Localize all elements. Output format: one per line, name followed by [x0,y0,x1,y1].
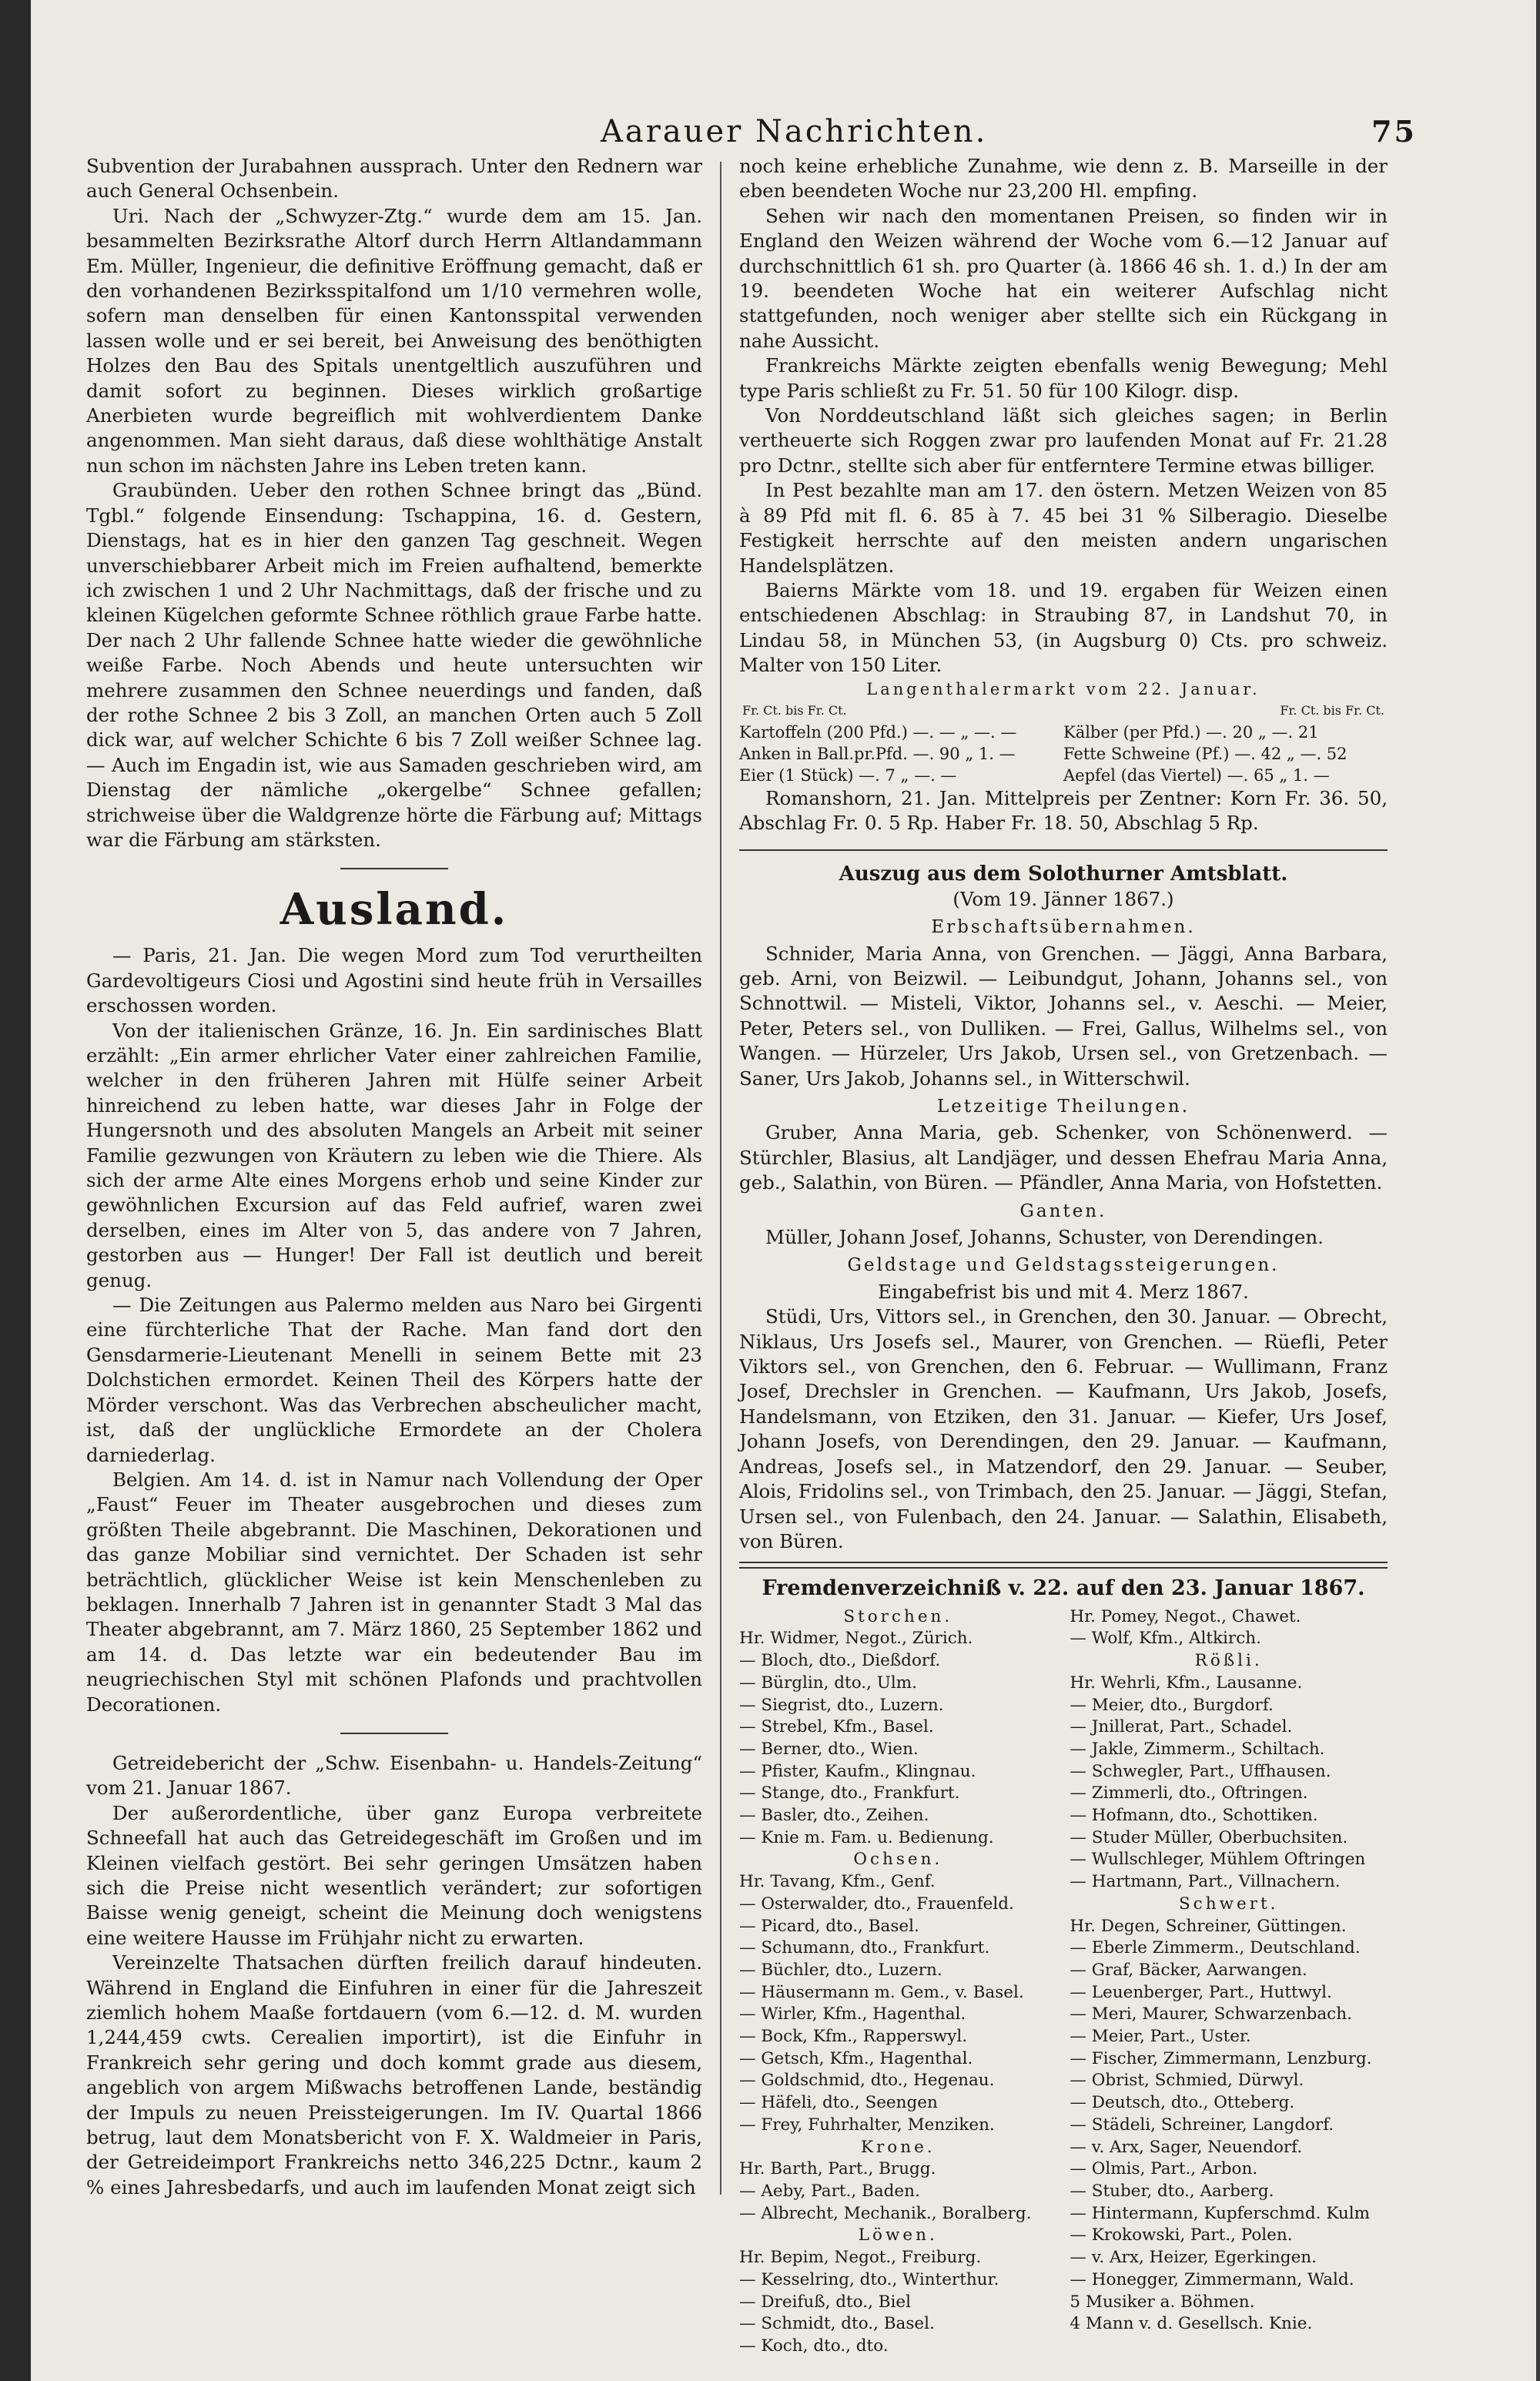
guest-entry: — Eberle Zimmerm., Deutschland. [1070,1938,1361,1958]
guest-entry: — Städeli, Schreiner, Langdorf. [1070,2115,1334,2135]
guest-entry: — Picard, dto., Basel. [739,1916,919,1936]
guest-entry: — Schumann, dto., Frankfurt. [739,1938,990,1958]
geldstage-deadline: Eingabefrist bis und mit 4. Merz 1867. [878,1280,1249,1303]
guest-entry: — Wolf, Kfm., Altkirch. [1070,1629,1261,1649]
market-title: Langenthalermarkt vom 22. Januar. [866,679,1260,698]
market-cell: Eier (1 Stück) —. 7 „ —. — [739,765,957,785]
guest-entry: — Frey, Fuhrhalter, Menziken. [739,2115,995,2135]
guest-list [739,1606,1388,2358]
market-cell: Fette Schweine (Pf.) —. 42 „ —. 52 [1063,744,1348,763]
guest-entry: — Zimmerli, dto., Oftringen. [1070,1783,1308,1803]
guest-entry: Hr. Tavang, Kfm., Genf. [739,1872,936,1892]
market-cell: Kartoffeln (200 Pfd.) —. — „ —. — [739,722,1017,742]
romanshorn-report: Romanshorn, 21. Jan. Mittelpreis per Zentner: Korn Fr. 36. 50, Abschlag Fr. 0. 5 Rp. Haber Fr. 18. 50, Abschlag 5 Rp. [739,786,1388,834]
guest-entry: — Getsch, Kfm., Hagenthal. [739,2048,973,2068]
guest-entry: — Krokowski, Part., Polen. [1070,2225,1293,2245]
market-row [739,743,1388,765]
section-divider [340,1733,448,1734]
letzeitige-heading: Letzeitige Theilungen. [936,1097,1190,1117]
guest-entry: — Meri, Maurer, Schwarzenbach. [1070,2004,1352,2024]
guest-entry: — v. Arx, Sager, Neuendorf. [1070,2137,1303,2157]
getreide-continued: noch keine erhebliche Zunahme, wie denn z. B. Marseille in der eben beendeten Woche nur 23,200 Hl. empfing. [739,155,1388,203]
article-italienische-graenze: Von der italienischen Gränze, 16. Jn. Ein sardinisches Blatt erzählt: „Ein armer ehrlicher Vater einer zahlreichen Familie, welcher in den früheren Jahren mit Hülfe seiner Arbeit hinreichend zu leben hatte, war dieses Jahr in Folge der Hungersnoth und des absoluten Mangels an Arbeit mit seiner Familie gezwungen von Kräutern zu leben wie die Thiere. Als sich der arme Alte eines Morgens erhob und seine Kinder zur gewöhnlichen Excursion auf das Feld aufrief, waren zwei derselben, eines im Alter von 5, das andere von 7 Jahren, gestorben aus — Hunger! Der Fall ist deutlich und bereit genug. [86,1019,702,1291]
guest-entry: — Pfister, Kaufm., Klingnau. [739,1761,976,1781]
guest-entry: — Schwegler, Part., Uffhausen. [1070,1761,1331,1781]
guest-entry: — Honegger, Zimmermann, Wald. [1070,2269,1354,2289]
hotel-heading: Schwert. [1178,1894,1279,1914]
amtsblatt-date: (Vom 19. Jänner 1867.) [952,887,1174,910]
guest-entry: — Obrist, Schmied, Dürwyl. [1070,2071,1304,2091]
guest-entry: 4 Mann v. d. Gesellsch. Knie. [1070,2314,1313,2334]
hotel-heading: Krone. [860,2137,936,2157]
left-column [86,154,702,2200]
market-row [739,765,1388,786]
market-header-right: Fr. Ct. bis Fr. Ct. [1280,702,1384,718]
guest-entry: Hr. Widmer, Negot., Zürich. [739,1629,973,1649]
guest-entry: — Strebel, Kfm., Basel. [739,1717,934,1737]
market-cell: Kälber (per Pfd.) —. 20 „ —. 21 [1063,722,1319,742]
market-row [739,722,1388,743]
guest-list-right [1070,1606,1388,2358]
guest-entry: Hr. Pomey, Negot., Chawet. [1070,1606,1301,1626]
section-divider [739,849,1388,851]
guest-entry: — Kesselring, dto., Winterthur. [739,2269,999,2289]
guest-entry: Hr. Wehrli, Kfm., Lausanne. [1070,1673,1303,1693]
guest-entry: — Wullschleger, Mühlem Oftringen [1070,1850,1366,1870]
guest-entry: — Dreifuß, dto., Biel [739,2292,912,2312]
scan-gutter [0,0,31,2381]
getreidebericht-heading: Getreidebericht der „Schw. Eisenbahn- u. Handels-Zeitung“ vom 21. Januar 1867. [86,1751,702,1800]
guest-entry: Hr. Bepim, Negot., Freiburg. [739,2248,982,2268]
article-palermo: — Die Zeitungen aus Palermo melden aus Naro bei Girgenti eine fürchterliche That der Rache. Man fand dort den Gensdarmerie-Lieutenant Menelli in seinem Bette mit 23 Dolchstichen ermordet. Keinen Theil des Körpers hatte der Mörder verschont. Was das Verbrechen abscheulicher macht, ist, daß der unglückliche Ermordete an der Cholera darniederlag. [86,1294,702,1466]
guest-entry: — Bock, Kfm., Rapperswyl. [739,2027,968,2047]
guest-entry: — Stuber, dto., Aarberg. [1070,2182,1274,2201]
guest-entry: — Studer Müller, Oberbuchsiten. [1070,1827,1348,1847]
getreide-england: Sehen wir nach den momentanen Preisen, so finden wir in England den Weizen während der Woche vom 6.—12 Januar auf durchschnittlich 61 sh. pro Quarter (à. 1866 46 sh. 1. d.) In der am 19. beendeten Woche hat ein weiterer Aufschlag nicht stattgefunden, noch weniger aber stellte sich ein Rückgang in nahe Aussicht. [739,204,1388,352]
article-uri: Uri. Nach der „Schwyzer-Ztg.“ wurde dem am 15. Jan. besammelten Bezirksrathe Altorf durch Herrn Altlandammann Em. Müller, Ingenieur, die definitive Eröffnung gemacht, daß er den vorhandenen Bezirksspitalfond um 1/10 vermehren wolle, sofern man denselben für einen Kantonsspital verwenden lassen wolle und er sei bereit, bei Anweisung des benöthigten Holzes den Bau des Spitals unentgeltlich auszuführen und damit sofort zu beginnen. Dieses wirklich großartige Anerbieten wurde begreiflich mit wohlverdientem Danke angenommen. Man sieht daraus, daß diese wohlthätige Anstalt nun schon im nächsten Jahre ins Leben treten kann. [86,204,702,477]
guest-entry: — Albrecht, Mechanik., Boralberg. [739,2203,1032,2223]
guest-entry: — Hartmann, Part., Villnachern. [1070,1872,1341,1892]
article-belgien: Belgien. Am 14. d. ist in Namur nach Vollendung der Oper „Faust“ Feuer im Theater ausgebrochen und dieses zum größten Theile abgebrannt. Die Maschinen, Dekorationen und das ganze Mobiliar sind vernichtet. Der Schaden ist sehr beträchtlich, glücklicher Weise ist kein Menschenleben zu beklagen. Innerhalb 7 Jahren ist in genannter Stadt 3 Mal das Theater abgebrannt, am 7. März 1860, 25 September 1862 und am 14. d. Das letzte war ein bedeutender Bau im neugriechischen Styl mit schönen Plafonds und prachtvollen Decorationen. [86,1468,702,1716]
getreide-frankreich: Frankreichs Märkte zeigten ebenfalls wenig Bewegung; Mehl type Paris schließt zu Fr. 51. 50 für 100 Kilogr. disp. [739,354,1388,402]
guest-entry: Hr. Degen, Schreiner, Güttingen. [1070,1916,1347,1936]
market-cell: Anken in Ball.pr.Pfd. —. 90 „ 1. — [739,744,1016,763]
guest-entry: — Graf, Bäcker, Aarwangen. [1070,1960,1307,1980]
guest-entry: 5 Musiker a. Böhmen. [1070,2292,1255,2312]
guest-entry: — Osterwalder, dto., Frauenfeld. [739,1894,1014,1914]
guest-entry: — Fischer, Zimmermann, Lenzburg. [1070,2048,1372,2068]
article-jurabahnen: Subvention der Jurabahnen aussprach. Unter den Rednern war auch General Ochsenbein. [86,155,702,203]
hotel-heading: Ochsen. [853,1850,943,1870]
guest-entry: Hr. Barth, Part., Brugg. [739,2159,936,2179]
guest-entry: — Deutsch, dto., Otteberg. [1070,2093,1295,2113]
hotel-heading: Rößli. [1194,1651,1263,1671]
ganten-text: Müller, Johann Josef, Johanns, Schuster, von Derendingen. [765,1226,1324,1249]
right-column [739,154,1388,2358]
page-number: 75 [1371,114,1417,149]
getreide-pest: In Pest bezahlte man am 17. den östern. Metzen Weizen von 85 à 89 Pfd mit fl. 6. 85 à 7. 45 bei 31 % Silberagio. Dieselbe Festigkeit herrschte auf den meisten andern ungarischen Handelsplätzen. [739,479,1388,577]
guest-entry: — Schmidt, dto., Basel. [739,2314,935,2334]
section-heading-ausland: Ausland. [280,884,509,936]
guest-entry: — Hintermann, Kupferschmd. Kulm [1070,2203,1371,2223]
guest-entry: — Jnillerat, Part., Schadel. [1070,1717,1293,1737]
guest-entry: — Leuenberger, Part., Huttwyl. [1070,1982,1332,2002]
guest-entry: — Basler, dto., Zeihen. [739,1806,929,1826]
getreidebericht-para-2: Vereinzelte Thatsachen dürften freilich darauf hindeuten. Während in England die Einfuhren in einer für die Jahreszeit ziemlich hohem Maaße fortdauern (vom 6.—12. d. M. wurden 1,244,459 cwts. Cerealien importirt), ist die Einfuhr in Frankreich sehr gering und doch kommt grade aus diesem, angeblich von argem Mißwachs betroffenen Lande, beständig der Impuls zu neuen Preissteigerungen. Im IV. Quartal 1866 betrug, laut dem Monatsbericht von F. X. Waldmeier in Paris, der Getreideimport Frankreichs netto 346,225 Dctnr., kaum 2 % eines Jahresbedarfs, und auch im laufenden Monat zeigt sich [86,1951,702,2198]
hotel-heading: Storchen. [843,1606,953,1626]
section-divider [340,868,448,869]
guest-entry: — Koch, dto., dto. [739,2336,889,2356]
guest-entry: — Büchler, dto., Luzern. [739,1960,942,1980]
guest-entry: — Olmis, Part., Arbon. [1070,2159,1258,2179]
guest-entry: — Aeby, Part., Baden. [739,2182,920,2201]
getreidebericht-para-1: Der außerordentliche, über ganz Europa verbreitete Schneefall hat auch das Getreidegeschäft im Großen und im Kleinen vielfach gestört. Bei sehr geringen Umsätzen haben sich die Preise nicht wesentlich verändert; zur sofortigen Baisse wenig geneigt, scheint die Meinung doch wenigstens eine weitere Hausse im Frühjahr nicht zu erwarten. [86,1801,702,1949]
letzeitige-text: Gruber, Anna Maria, geb. Schenker, von Schönenwerd. — Stürchler, Blasius, alt Landjäger, und dessen Ehefrau Maria Anna, geb., Salathin, von Büren. — Pfändler, Anna Maria, von Hofstetten. [739,1121,1388,1194]
guest-entry: — Berner, dto., Wien. [739,1739,919,1759]
article-paris: — Paris, 21. Jan. Die wegen Mord zum Tod verurtheilten Gardevoltigeurs Ciosi und Agostini sind heute früh in Versailles erschossen worden. [86,944,702,1017]
page-header [601,114,1417,160]
guest-entry: — Häusermann m. Gem., v. Basel. [739,1982,1024,2002]
market-table [739,678,1388,786]
erbschaft-heading: Erbschaftsübernahmen. [931,917,1196,938]
guest-entry: — Wirler, Kfm., Hagenthal. [739,2004,966,2024]
getreide-baiern: Baierns Märkte vom 18. und 19. ergaben für Weizen einen entschiedenen Abschlag: in Straubing 87, in Landshut 70, in Lindau 58, in München 53, (in Augsburg 0) Cts. pro schweiz. Malter von 150 Liter. [739,578,1388,677]
guest-entry: — Stange, dto., Frankfurt. [739,1783,960,1803]
market-cell: Aepfel (das Viertel) —. 65 „ 1. — [1063,765,1330,785]
amtsblatt-title: Auszug aus dem Solothurner Amtsblatt. [839,862,1288,886]
guest-entry: — Bürglin, dto., Ulm. [739,1673,917,1693]
fremdenverzeichnis-title: Fremdenverzeichniß v. 22. auf den 23. Januar 1867. [762,1576,1365,1601]
getreide-norddeutschland: Von Norddeutschland läßt sich gleiches sagen; in Berlin vertheuerte sich Roggen zwar pro laufenden Monat auf Fr. 21.28 pro Dctnr., stellte sich aber für entferntere Termine etwas billiger. [739,404,1388,477]
hotel-heading: Löwen. [858,2225,938,2245]
guest-entry: — Jakle, Zimmerm., Schiltach. [1070,1739,1325,1759]
guest-entry: — Häfeli, dto., Seengen [739,2093,938,2113]
guest-list-left [739,1606,1057,2358]
article-graubuenden: Graubünden. Ueber den rothen Schnee bringt das „Bünd. Tgbl.“ folgende Einsendung: Tschappina, 16. d. Gestern, Dienstags, hat es in hier den ganzen Tag geschneit. Wegen unverschiebbarer Arbeit mich im Freien aufhaltend, bemerkte ich zwischen 1 und 2 Uhr Nachmittags, daß der frische und zu kleinen Kügelchen geformte Schnee röthlich graue Farbe hatte. Der nach 2 Uhr fallende Schnee hatte wieder die gewöhnliche weiße Farbe. Noch Abends und heute untersuchten wir mehrere zusammen den Schnee neuerdings und fanden, daß der rothe Schnee 2 bis 3 Zoll, an manchen Orten auch 5 Zoll dick war, auf welcher Schichte 6 bis 7 Zoll weißer Schnee lag. — Auch im Engadin ist, wie aus Samaden geschrieben wird, am Dienstag der nämliche „okergelbe“ Schnee gefallen; strichweise über die Waldgrenze hörte die Färbung auf; Mittags war die Färbung am stärksten. [86,479,702,851]
column-rule [720,162,721,2195]
guest-entry: — Hofmann, dto., Schottiken. [1070,1806,1318,1826]
market-header [739,700,1388,722]
guest-entry: — Siegrist, dto., Luzern. [739,1695,944,1715]
guest-entry: — Meier, dto., Burgdorf. [1070,1695,1274,1715]
guest-entry: — Goldschmid, dto., Hegenau. [739,2071,995,2091]
ganten-heading: Ganten. [1019,1201,1107,1221]
geldstage-heading: Geldstage und Geldstagssteigerungen. [847,1255,1280,1276]
guest-entry: — Knie m. Fam. u. Bedienung. [739,1827,994,1847]
market-header-left: Fr. Ct. bis Fr. Ct. [742,702,847,718]
guest-entry: — Bloch, dto., Dießdorf. [739,1651,941,1671]
guest-entry: — v. Arx, Heizer, Egerkingen. [1070,2248,1317,2268]
section-divider [739,1562,1388,1569]
guest-entry: — Meier, Part., Uster. [1070,2027,1251,2047]
erbschaft-text: Schnider, Maria Anna, von Grenchen. — Jäggi, Anna Barbara, geb. Arni, von Beizwil. — Leibundgut, Johann, Johanns sel., von Schnottwil. — Misteli, Viktor, Johanns sel., v. Aeschi. — Meier, Peter, Peters sel., von Dulliken. — Frei, Gallus, Wilhelms sel., von Wangen. — Hürzeler, Urs Jakob, Ursen sel., von Gretzenbach. — Saner, Urs Jakob, Johanns sel., in Witterschwil. [739,942,1388,1090]
geldstage-text: Stüdi, Urs, Vittors sel., in Grenchen, den 30. Januar. — Obrecht, Niklaus, Urs Josefs sel., Maurer, von Grenchen. — Rüefli, Peter Viktors sel., von Grenchen, den 6. Februar. — Wullimann, Franz Josef, Drechsler in Grenchen. — Kaufmann, Urs Jakob, Josefs, Handelsmann, von Etziken, den 31. Januar. — Kiefer, Urs Josef, Johann Josefs, von Derendingen, den 29. Januar. — Kaufmann, Andreas, Josefs sel., in Matzendorf, den 29. Januar. — Seuber, Alois, Fridolins sel., von Trimbach, den 25. Januar. — Jäggi, Stefan, Ursen sel., von Fulenbach, den 24. Januar. — Salathin, Elisabeth, von Büren. [739,1305,1388,1552]
running-title: Aarauer Nachrichten. [601,114,988,149]
